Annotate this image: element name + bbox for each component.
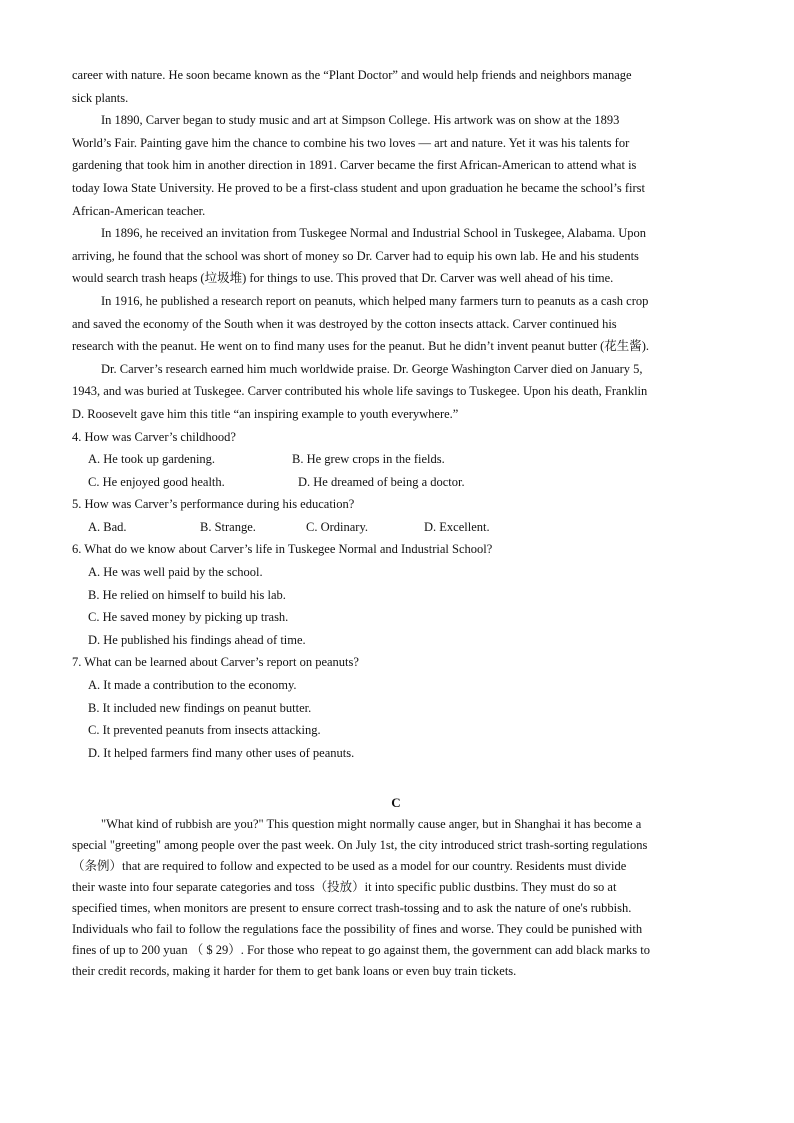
- text-line: African-American teacher.: [72, 203, 206, 218]
- text-line: would search trash heaps (垃圾堆) for things to use. This proved that Dr. Carver was well ahead of his time.: [72, 271, 614, 286]
- section-gap: [72, 764, 720, 792]
- question-5: [72, 493, 720, 538]
- option-d: D. Excellent.: [424, 519, 490, 534]
- question-7: [72, 651, 720, 764]
- text-line: career with nature. He soon became known as the “Plant Doctor” and would help friends and neighbors manage: [72, 68, 632, 82]
- option-a: A. Bad.: [88, 519, 127, 534]
- option-c: C. He enjoyed good health.: [88, 474, 225, 489]
- text-line: research with the peanut. He went on to find many uses for the peanut. But he didn’t invent peanut butter (花生酱).: [72, 339, 650, 354]
- option-row: [72, 448, 720, 471]
- option-b: B. He grew crops in the fields.: [292, 452, 445, 467]
- option-b: B. He relied on himself to build his lab.: [88, 587, 286, 602]
- paragraph-3: [72, 222, 720, 290]
- text-line: gardening that took him in another direction in 1891. Carver became the first African-American to attend what is: [72, 158, 637, 173]
- option-d: D. He published his findings ahead of time.: [88, 632, 306, 647]
- text-line: D. Roosevelt gave him this title “an inspiring example to youth everywhere.”: [72, 406, 459, 421]
- question-stem: 4. How was Carver’s childhood?: [72, 429, 236, 444]
- text-line: fines of up to 200 yuan （ $ 29）. For those who repeat to go against them, the government can add black marks to: [72, 943, 650, 958]
- option-c: C. Ordinary.: [306, 519, 369, 534]
- text-line: specified times, when monitors are present to ensure correct trash-tossing and to ask the nature of one's rubbish.: [72, 901, 632, 916]
- text-line: special "greeting" among people over the past week. On July 1st, the city introduced strict trash-sorting regulations: [72, 838, 648, 853]
- option-a: A. It made a contribution to the economy.: [88, 678, 297, 693]
- text-line: sick plants.: [72, 90, 129, 105]
- option-a: A. He was well paid by the school.: [88, 565, 263, 580]
- passage-b: [72, 64, 720, 426]
- question-6: [72, 538, 720, 651]
- text-line: Dr. Carver’s research earned him much worldwide praise. Dr. George Washington Carver died on January 5,: [101, 361, 643, 376]
- option-b: B. It included new findings on peanut butter.: [88, 700, 312, 715]
- option-c: C. It prevented peanuts from insects attacking.: [88, 723, 321, 738]
- passage-c: [72, 792, 720, 982]
- paragraph-5: [72, 358, 720, 426]
- text-line: In 1896, he received an invitation from Tuskegee Normal and Industrial School in Tuskegee, Alabama. Upon: [101, 226, 647, 241]
- text-line: In 1916, he published a research report on peanuts, which helped many farmers turn to peanuts as a cash crop: [101, 293, 649, 308]
- question-stem: 7. What can be learned about Carver’s report on peanuts?: [72, 655, 359, 670]
- text-line: and saved the economy of the South when it was destroyed by the cotton insects attack. Carver continued his: [72, 316, 617, 331]
- text-line: arriving, he found that the school was short of money so Dr. Carver had to equip his own lab. He and his students: [72, 248, 639, 263]
- text-line: World’s Fair. Painting gave him the chance to combine his two loves — art and nature. Yet it was his talents for: [72, 135, 630, 150]
- text-line: their credit records, making it harder for them to get bank loans or even buy train tickets.: [72, 964, 517, 979]
- question-4: [72, 426, 720, 494]
- text-line: （条例）that are required to follow and expected to be used as a model for our country. Residents must divide: [72, 859, 627, 874]
- option-c: C. He saved money by picking up trash.: [88, 610, 289, 625]
- text-line: 1943, and was buried at Tuskegee. Carver contributed his whole life savings to Tuskegee. Upon his death, Franklin: [72, 384, 648, 399]
- text-line: today Iowa State University. He proved to be a first-class student and upon graduation he became the school’s first: [72, 180, 645, 195]
- text-line: Individuals who fail to follow the regulations face the possibility of fines and worse. They could be punished with: [72, 922, 643, 937]
- section-heading: C: [391, 795, 401, 811]
- option-b: B. Strange.: [200, 519, 256, 534]
- text-line: "What kind of rubbish are you?" This question might normally cause anger, but in Shanghai it has become a: [101, 817, 642, 832]
- document-page: [72, 64, 720, 982]
- question-stem: 5. How was Carver’s performance during his education?: [72, 497, 355, 512]
- option-a: A. He took up gardening.: [88, 452, 216, 467]
- paragraph-2: [72, 109, 720, 222]
- text-line: In 1890, Carver began to study music and art at Simpson College. His artwork was on show at the 1893: [101, 113, 620, 128]
- option-d: D. It helped farmers find many other uses of peanuts.: [88, 745, 355, 760]
- paragraph-4: [72, 290, 720, 358]
- paragraph-1: [72, 64, 720, 109]
- option-d: D. He dreamed of being a doctor.: [298, 474, 465, 489]
- question-stem: 6. What do we know about Carver’s life in Tuskegee Normal and Industrial School?: [72, 542, 493, 557]
- option-row: [72, 516, 720, 539]
- text-line: their waste into four separate categories and toss（投放）it into specific public dustbins. They must do so at: [72, 880, 617, 895]
- option-row: [72, 471, 720, 494]
